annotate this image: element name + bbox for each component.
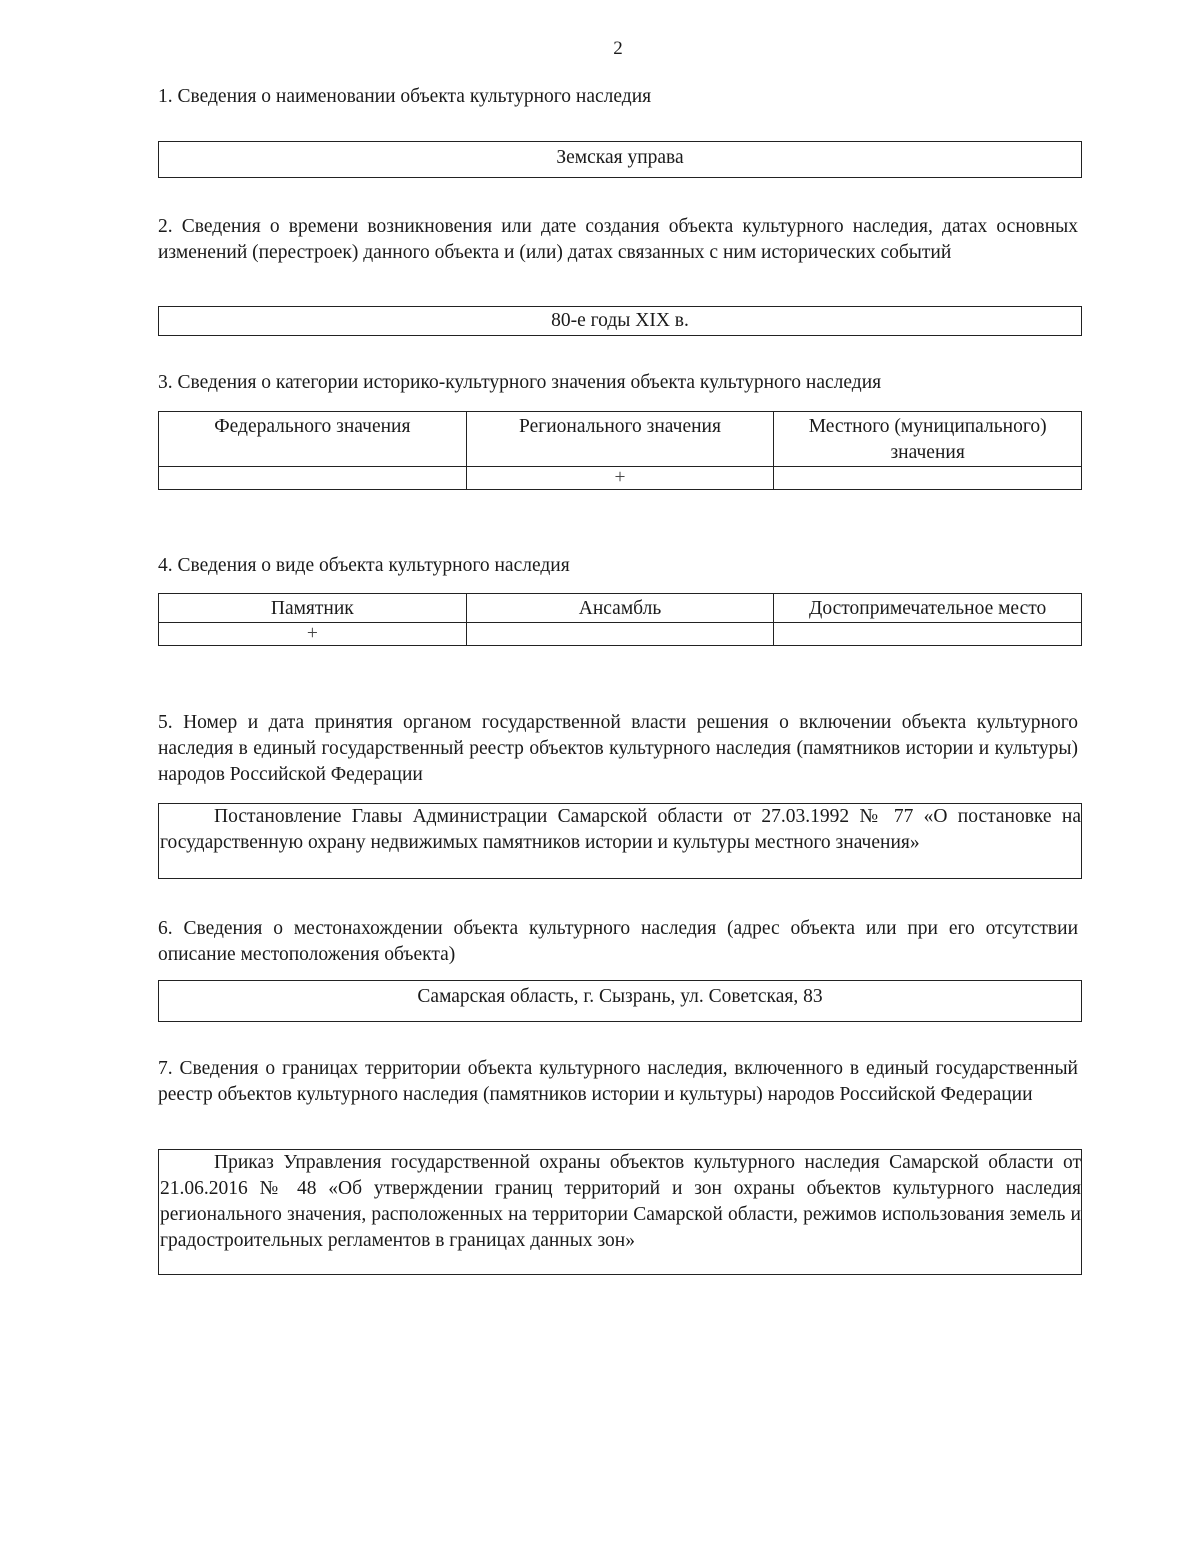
- section-3-mark-row: [159, 467, 1082, 490]
- section-2-value: 80-е годы XIX в.: [551, 310, 689, 331]
- category-regional-mark: +: [466, 467, 774, 490]
- section-4-mark-row: [159, 623, 1082, 646]
- section-3-heading: 3. Сведения о категории историко-культурного значения объекта культурного наследия: [158, 372, 882, 393]
- category-federal: [159, 412, 467, 467]
- type-landmark-mark: [774, 623, 1082, 646]
- section-1-heading: 1. Сведения о наименовании объекта культурного наследия: [158, 86, 652, 107]
- category-regional: [466, 412, 774, 467]
- section-5-value: Постановление Главы Администрации Самарской области от 27.03.1992 № 77 «О постановке на государственную охрану недвижимых памятников истории и культуры местного значения»: [160, 806, 1081, 853]
- section-3-category-table: [158, 411, 1082, 490]
- type-ensemble: [466, 594, 774, 623]
- section-1-value-box: [158, 141, 1082, 178]
- section-4-header-row: [159, 594, 1082, 623]
- category-federal-mark: [159, 467, 467, 490]
- category-regional-label: Регионального значения: [519, 416, 721, 437]
- category-local-mark: [774, 467, 1082, 490]
- type-monument: [159, 594, 467, 623]
- category-local: [774, 412, 1082, 467]
- type-monument-mark: +: [159, 623, 467, 646]
- type-ensemble-mark: [466, 623, 774, 646]
- section-2-heading: 2. Сведения о времени возникновения или дате создания объекта культурного наследия, датах основных изменений (перестроек) данного объекта и (или) датах связанных с ним исторических событий: [158, 216, 1078, 263]
- category-local-label: Местного (муниципального) значения: [808, 416, 1047, 463]
- section-1-value: Земская управа: [556, 147, 684, 168]
- section-7-heading: 7. Сведения о границах территории объекта культурного наследия, включенного в единый государственный реестр объектов культурного наследия (памятников истории и культуры) народов Российской Федерации: [158, 1058, 1078, 1105]
- section-6-value: Самарская область, г. Сызрань, ул. Советская, 83: [417, 986, 823, 1007]
- section-5-value-box: [158, 803, 1082, 879]
- section-4-type-table: [158, 593, 1082, 646]
- section-4-heading: 4. Сведения о виде объекта культурного наследия: [158, 555, 570, 576]
- section-3-header-row: [159, 412, 1082, 467]
- type-ensemble-label: Ансамбль: [578, 598, 662, 619]
- section-5-heading: 5. Номер и дата принятия органом государственной власти решения о включении объекта культурного наследия в единый государственный реестр объектов культурного наследия (памятников истории и культуры) народов Российской Федерации: [158, 712, 1078, 785]
- page-number: 2: [613, 38, 623, 59]
- category-federal-label: Федерального значения: [214, 416, 411, 437]
- type-landmark: [774, 594, 1082, 623]
- type-landmark-label: Достопримечательное место: [809, 598, 1047, 619]
- section-2-value-box: [158, 306, 1082, 336]
- section-6-heading: 6. Сведения о местонахождении объекта культурного наследия (адрес объекта или при его отсутствии описание местоположения объекта): [158, 918, 1078, 965]
- section-7-value-box: [158, 1149, 1082, 1275]
- section-7-value: Приказ Управления государственной охраны объектов культурного наследия Самарской области от 21.06.2016 № 48 «Об утверждении границ территорий и зон охраны объектов культурного наследия регионального значения, расположенных на территории Самарской области, режимов использования земель и градостроительных регламентов в границах данных зон»: [160, 1152, 1081, 1251]
- section-6-value-box: [158, 980, 1082, 1022]
- type-monument-label: Памятник: [270, 598, 354, 619]
